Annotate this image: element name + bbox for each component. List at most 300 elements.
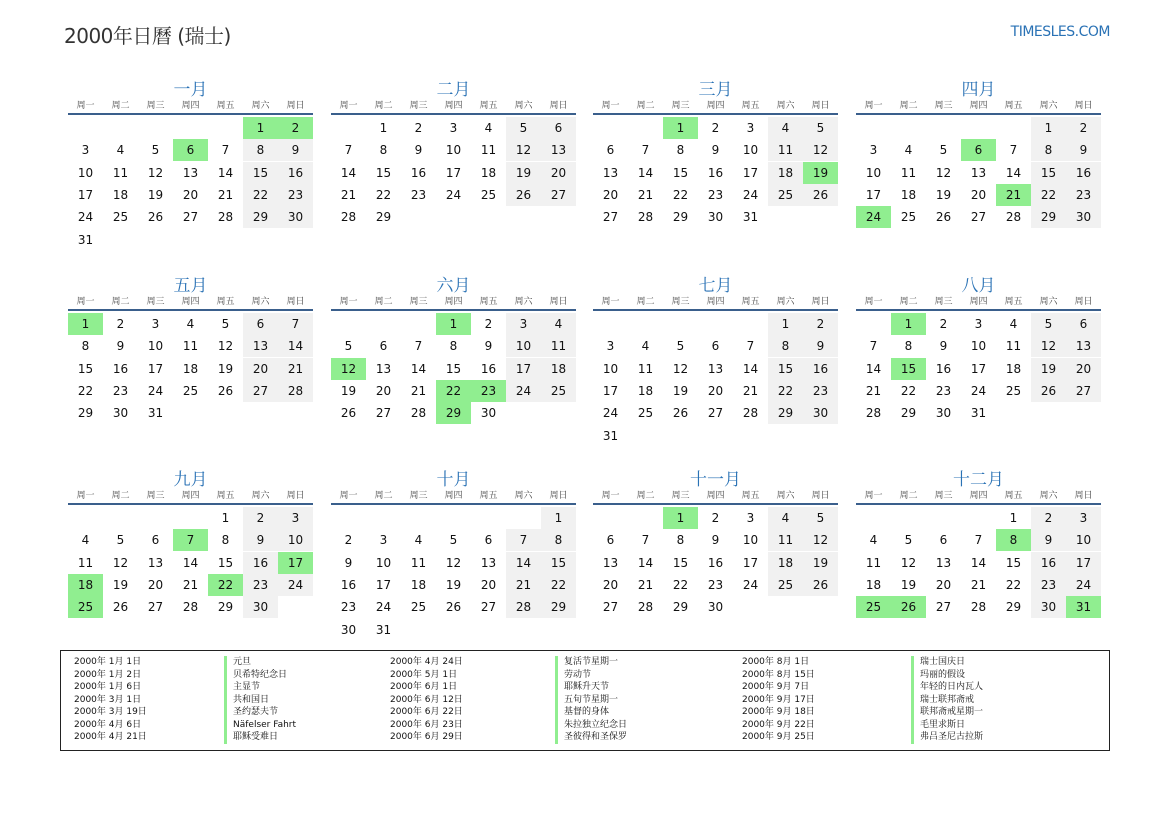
holiday-day-cell: 22 [436,380,471,402]
day-cell: 5 [803,117,838,139]
day-cell: 13 [602,165,619,180]
day-cell: 14 [182,555,199,570]
legend-row [742,731,983,744]
day-cell: 17 [506,358,541,380]
day-cell: 20 [375,383,392,398]
weekday-label: 周五 [1004,101,1023,111]
day-cell: 3 [869,143,878,158]
month-calendar [68,75,313,265]
day-cell: 12 [147,165,164,180]
weekday-label: 周二 [374,491,393,501]
day-cell: 15 [768,358,803,380]
day-cell: 8 [221,533,230,548]
day-cell: 4 [869,533,878,548]
weekday-label: 周一 [76,101,95,111]
weekday-label: 周六 [1039,297,1058,307]
legend-holiday-name: Näfelser Fahrt [224,719,296,732]
day-cell: 16 [803,358,838,380]
weekday-label: 周日 [811,297,830,307]
legend-row [742,656,983,669]
day-cell: 20 [541,162,576,184]
day-cell: 6 [1066,313,1101,335]
day-cell: 23 [112,383,129,398]
month-title: 十一月 [690,470,741,490]
day-cell: 14 [742,361,759,376]
weekday-label: 周二 [111,491,130,501]
weekday-label: 周四 [444,491,463,501]
day-cell: 2 [939,317,948,331]
day-cell: 9 [344,555,353,570]
weekday-label: 周日 [811,101,830,111]
day-cell: 17 [147,361,164,376]
header-divider [856,113,1101,115]
day-cell: 20 [970,187,987,202]
day-cell: 15 [1031,162,1066,184]
day-cell: 17 [1066,552,1101,574]
day-cell: 13 [707,361,724,376]
header-divider [68,309,313,311]
day-cell: 14 [340,165,357,180]
day-cell: 25 [410,600,427,615]
legend-row [742,719,983,732]
month-title: 八月 [961,276,996,296]
day-cell: 17 [77,187,94,202]
day-cell: 2 [1031,507,1066,529]
day-cell: 22 [672,187,689,202]
day-cell: 4 [641,339,650,354]
legend-date: 2000年 5月 1日 [390,669,458,680]
weekday-header [593,488,838,502]
holiday-day-cell: 26 [891,596,926,618]
day-cell: 29 [77,406,94,421]
day-cell: 22 [77,383,94,398]
legend-date: 2000年 6月 22日 [390,707,463,717]
day-cell: 18 [410,577,427,592]
legend-holiday-name: 朱拉独立纪念日 [555,719,627,732]
day-cell: 7 [641,143,650,158]
day-cell: 22 [243,184,278,206]
day-cell: 15 [672,555,689,570]
legend-row [390,706,627,719]
day-cell: 6 [711,339,720,354]
legend-date: 2000年 1月 1日 [74,657,142,667]
weekday-label: 周二 [111,101,130,111]
legend-holiday-name: 复活节星期一 [555,656,618,669]
day-cell: 17 [970,361,987,376]
day-cell: 15 [1005,555,1022,570]
day-cell: 9 [1066,139,1101,161]
day-cell: 18 [637,383,654,398]
holiday-day-cell: 25 [856,596,891,618]
day-cell: 3 [974,317,983,331]
day-cell: 2 [1066,117,1101,139]
day-cell: 20 [182,187,199,202]
day-cell: 13 [243,335,278,357]
day-cell: 28 [637,210,654,225]
day-cell: 21 [410,383,427,398]
weekday-label: 周日 [1074,101,1093,111]
day-cell: 13 [602,555,619,570]
weekday-label: 周四 [444,101,463,111]
day-cell: 9 [711,143,720,158]
holiday-day-cell: 22 [208,574,243,596]
holiday-day-cell: 1 [663,507,698,529]
day-cell: 27 [602,600,619,615]
weekday-label: 周四 [181,101,200,111]
day-cell: 27 [243,380,278,402]
weekday-label: 周三 [409,491,428,501]
holiday-legend [60,650,1110,751]
day-cell: 18 [541,358,576,380]
day-cell: 17 [865,187,882,202]
day-cell: 11 [900,165,917,180]
month-title: 十月 [436,470,471,490]
month-calendar [68,271,313,461]
weekday-label: 周日 [811,491,830,501]
month-title: 七月 [698,276,733,296]
day-cell: 5 [676,339,685,354]
holiday-day-cell: 1 [243,117,278,139]
day-cell: 24 [742,577,759,592]
month-calendar [331,271,576,461]
day-cell: 27 [707,406,724,421]
day-cell: 28 [410,406,427,421]
weekday-label: 周六 [251,297,270,307]
day-cell: 26 [672,406,689,421]
legend-row [742,681,983,694]
weekday-label: 周二 [374,101,393,111]
legend-holiday-name: 耶稣升天节 [555,681,609,694]
day-cell: 16 [1066,162,1101,184]
day-cell: 19 [935,187,952,202]
day-cell: 7 [1009,143,1018,158]
weekday-label: 周日 [286,101,305,111]
day-cell: 8 [81,339,90,354]
legend-holiday-name: 主显节 [224,681,260,694]
day-cell: 15 [445,361,462,376]
day-cell: 14 [217,165,234,180]
day-cell: 15 [217,555,234,570]
legend-holiday-name: 耶稣受难日 [224,731,278,744]
day-cell: 8 [379,143,388,158]
weekday-label: 周四 [706,297,725,307]
day-cell: 23 [707,187,724,202]
day-cell: 6 [484,533,493,548]
day-cell: 10 [742,533,759,548]
weekday-label: 周四 [969,491,988,501]
day-cell: 4 [484,121,493,135]
day-cell: 8 [449,339,458,354]
day-cell: 28 [182,600,199,615]
day-cell: 23 [243,574,278,596]
legend-date: 2000年 3月 19日 [74,707,147,717]
weekday-label: 周六 [776,297,795,307]
day-cell: 12 [672,361,689,376]
day-cell: 28 [506,596,541,618]
day-cell: 7 [869,339,878,354]
day-cell: 22 [900,383,917,398]
day-cell: 11 [768,139,803,161]
month-title: 五月 [173,276,208,296]
weekday-label: 周二 [899,491,918,501]
day-cell: 18 [900,187,917,202]
day-cell: 21 [278,358,313,380]
weekday-label: 周二 [899,101,918,111]
holiday-day-cell: 19 [803,162,838,184]
day-cell: 13 [970,165,987,180]
day-cell: 11 [112,165,129,180]
day-cell: 12 [445,555,462,570]
day-cell: 1 [379,121,388,135]
weekday-header [593,294,838,308]
day-cell: 3 [449,121,458,135]
day-cell: 28 [970,600,987,615]
day-cell: 19 [900,577,917,592]
day-cell: 3 [746,121,755,135]
day-cell: 25 [637,406,654,421]
day-cell: 21 [865,383,882,398]
legend-date: 2000年 9月 25日 [742,732,815,742]
holiday-day-cell: 23 [471,380,506,402]
day-cell: 16 [243,552,278,574]
day-cell: 21 [340,187,357,202]
day-cell: 21 [742,383,759,398]
weekday-label: 周四 [444,297,463,307]
day-cell: 29 [375,210,392,225]
weekday-label: 周二 [636,491,655,501]
day-cell: 5 [939,143,948,158]
day-cell: 2 [711,511,720,525]
day-cell: 8 [541,529,576,551]
day-cell: 3 [606,339,615,354]
day-cell: 23 [707,577,724,592]
legend-column-1 [74,656,296,744]
legend-date: 2000年 4月 6日 [74,719,142,730]
day-cell: 4 [81,533,90,548]
day-cell: 14 [637,165,654,180]
day-cell: 11 [541,335,576,357]
legend-row [74,719,296,732]
day-cell: 13 [375,361,392,376]
legend-date: 2000年 6月 29日 [390,732,463,742]
weekday-label: 周六 [514,297,533,307]
day-cell: 24 [375,600,392,615]
weekday-label: 周一 [339,297,358,307]
day-cell: 16 [278,162,313,184]
day-cell: 19 [340,383,357,398]
day-cell: 30 [707,210,724,225]
weekday-header [68,98,313,112]
month-title: 三月 [698,80,733,100]
weekday-label: 周四 [706,491,725,501]
weekday-label: 周六 [776,101,795,111]
legend-row [390,731,627,744]
day-cell: 20 [243,358,278,380]
weekday-label: 周三 [409,297,428,307]
holiday-day-cell: 7 [173,529,208,551]
weekday-label: 周四 [706,101,725,111]
day-cell: 22 [1005,577,1022,592]
day-cell: 26 [803,184,838,206]
day-cell: 24 [278,574,313,596]
day-cell: 27 [147,600,164,615]
header-divider [331,113,576,115]
month-calendar [593,465,838,655]
day-cell: 16 [707,555,724,570]
month-title: 九月 [173,470,208,490]
holiday-day-cell: 15 [891,358,926,380]
day-cell: 14 [1005,165,1022,180]
day-cell: 27 [541,184,576,206]
day-cell: 26 [217,383,234,398]
day-cell: 28 [865,406,882,421]
weekday-label: 周六 [1039,491,1058,501]
day-cell: 19 [672,383,689,398]
day-cell: 27 [375,406,392,421]
day-cell: 6 [606,143,615,158]
legend-row [390,681,627,694]
day-cell: 21 [182,577,199,592]
day-cell: 26 [340,406,357,421]
day-cell: 9 [116,339,125,354]
day-cell: 21 [970,577,987,592]
day-cell: 20 [707,383,724,398]
header-divider [331,309,576,311]
weekday-label: 周三 [409,101,428,111]
day-cell: 19 [1031,358,1066,380]
day-cell: 25 [112,210,129,225]
day-cell: 9 [1031,529,1066,551]
day-cell: 11 [865,555,882,570]
day-cell: 5 [1031,313,1066,335]
legend-date: 2000年 1月 6日 [74,682,142,692]
day-cell: 31 [375,622,392,637]
weekday-label: 周五 [741,297,760,307]
holiday-day-cell: 29 [436,402,471,424]
legend-date: 2000年 6月 1日 [390,682,458,692]
day-cell: 12 [803,529,838,551]
legend-row [742,669,983,682]
day-cell: 29 [1031,206,1066,228]
day-cell: 30 [480,406,497,421]
day-cell: 28 [340,210,357,225]
legend-holiday-name: 共和国日 [224,694,269,707]
holiday-day-cell: 25 [68,596,103,618]
day-cell: 27 [935,600,952,615]
month-title: 六月 [436,276,471,296]
day-cell: 7 [278,313,313,335]
day-cell: 5 [506,117,541,139]
day-cell: 16 [480,361,497,376]
holiday-day-cell: 18 [68,574,103,596]
day-cell: 11 [1005,339,1022,354]
weekday-label: 周一 [864,491,883,501]
header-divider [68,503,313,505]
header-divider [593,503,838,505]
day-cell: 8 [1031,139,1066,161]
day-cell: 13 [480,555,497,570]
holiday-day-cell: 24 [856,206,891,228]
day-cell: 6 [939,533,948,548]
day-cell: 17 [602,383,619,398]
day-cell: 8 [904,339,913,354]
day-cell: 15 [77,361,94,376]
day-cell: 31 [970,406,987,421]
day-cell: 23 [410,187,427,202]
weekday-label: 周三 [146,297,165,307]
day-cell: 4 [116,143,125,158]
day-cell: 29 [217,600,234,615]
day-cell: 12 [803,139,838,161]
weekday-label: 周四 [181,491,200,501]
day-cell: 16 [112,361,129,376]
day-cell: 4 [186,317,195,331]
legend-holiday-name: 瑞士国庆日 [911,656,965,669]
site-brand-link[interactable]: TIMESLES.COM [1010,24,1110,40]
day-cell: 11 [410,555,427,570]
day-cell: 5 [449,533,458,548]
day-cell: 10 [77,165,94,180]
weekday-label: 周一 [76,491,95,501]
day-cell: 6 [379,339,388,354]
header-divider [68,113,313,115]
day-cell: 20 [935,577,952,592]
day-cell: 7 [746,339,755,354]
day-cell: 24 [1066,574,1101,596]
day-cell: 27 [602,210,619,225]
day-cell: 23 [1066,184,1101,206]
day-cell: 18 [182,361,199,376]
legend-holiday-name: 元旦 [224,656,251,669]
day-cell: 10 [147,339,164,354]
day-cell: 7 [414,339,423,354]
weekday-label: 周一 [601,491,620,501]
header-divider [593,113,838,115]
weekday-label: 周日 [549,297,568,307]
day-cell: 25 [182,383,199,398]
weekday-label: 周四 [181,297,200,307]
day-cell: 22 [375,187,392,202]
header-divider [856,309,1101,311]
day-cell: 3 [81,143,90,158]
day-cell: 11 [77,555,94,570]
day-cell: 14 [410,361,427,376]
month-title: 一月 [173,80,208,100]
day-cell: 19 [445,577,462,592]
header-divider [856,503,1101,505]
day-cell: 14 [506,552,541,574]
weekday-label: 周五 [479,101,498,111]
day-cell: 4 [541,313,576,335]
day-cell: 10 [506,335,541,357]
weekday-label: 周三 [934,297,953,307]
day-cell: 11 [480,143,497,158]
legend-date: 2000年 9月 18日 [742,707,815,717]
day-cell: 5 [344,339,353,354]
day-cell: 20 [602,187,619,202]
holiday-day-cell: 1 [663,117,698,139]
day-cell: 23 [803,380,838,402]
day-cell: 8 [676,533,685,548]
day-cell: 10 [1066,529,1101,551]
month-calendar [856,75,1101,265]
weekday-label: 周五 [1004,491,1023,501]
day-cell: 20 [480,577,497,592]
day-cell: 14 [637,555,654,570]
weekday-label: 周日 [1074,297,1093,307]
day-cell: 15 [541,552,576,574]
weekday-label: 周日 [549,491,568,501]
